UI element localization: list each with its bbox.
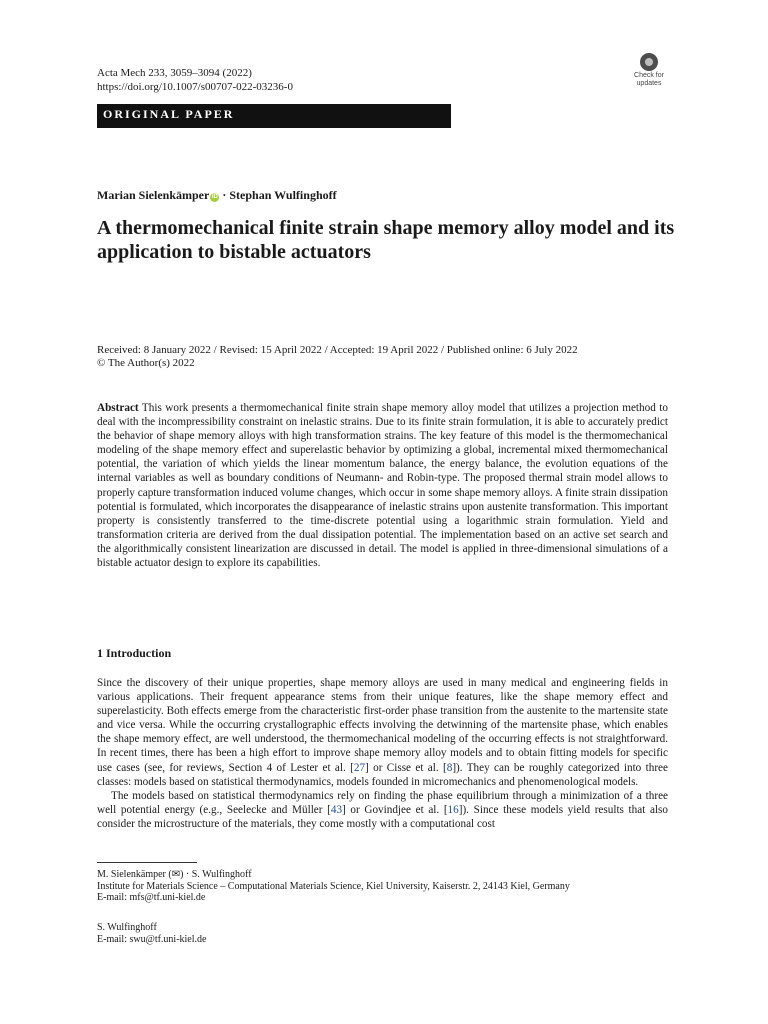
abstract-text: This work presents a thermomechanical finite strain shape memory alloy model that utilizes a projection method to deal with the incompressibility constraint on inelastic strains. Due to its finite strain formulation, it is able to accurately predict the behavior of shape memory alloys with high transformation strains. The key feature of this model is the thermomechanical modeling of the shape memory effect and superelastic behavior by optimizing a global, incremental mixed thermomechanical potential, the variation of which yields the linear momentum balance, the energy balance, the evolution equations of the internal variables as well as boundary conditions of Neumann- and Robin-type. The proposed thermal strain model allows to properly capture transformation induced volume changes, which occur in some shape memory alloys. A finite strain dissipation potential is formulated, which incorporates the disappearance of inelastic strains upon austenite transformation. This important property is consistently transferred to the time-discrete potential using a logarithmic strain formulation. Yield and transformation criteria are derived from the dual dissipation potential. The implementation based on an active set search and the algorithmically consistent linearization are discussed in detail. The model is applied in three-dimensional simulations of a bistable actuator design to explore its capabilities.	[97, 402, 668, 570]
abstract-label: Abstract	[97, 402, 139, 414]
affiliation-names: S. Wulfinghoff	[97, 922, 157, 933]
footnote-divider	[97, 862, 197, 863]
badge-text: Check for updates	[634, 72, 664, 87]
affiliation-institute: Institute for Materials Science – Computational Materials Science, Kiel University, Kaiserstr. 2, 24143 Kiel, Germany	[97, 880, 570, 892]
affiliation-block	[97, 922, 206, 945]
citation-link[interactable]: 43	[330, 803, 343, 816]
paragraph: Since the discovery of their unique properties, shape memory alloys are used in many medical and engineering fields in various applications. Their frequent appearance stems from their unique features, like the shape memory effect and superelasticity. Both effects emerge from the characteristic first-order phase transition from the austenite to the martensite state and vice versa. While the occurring crystallographic effects involving the detwinning of the martensite phase, which enables the shape memory effect, are well understood, the thermomechanical modeling of the occurring effects is not straightforward. In recent times, there has been a high effort to improve shape memory alloy models and to obtain fitting models for specific use cases (see, for reviews, Section 4 of Lester et al. [27] or Cisse et al. [8]). They can be roughly categorized into three classes: models based on statistical thermodynamics, models founded in micromechanics and phenomenological models.	[97, 677, 668, 788]
publication-dates	[97, 344, 578, 370]
update-check-icon	[640, 53, 658, 71]
orcid-icon[interactable]: iD	[211, 194, 218, 200]
author-line	[97, 188, 337, 203]
paper-title: A thermomechanical finite strain shape memory alloy model and its application to bistable actuators	[97, 217, 675, 263]
dates-line: Received: 8 January 2022 / Revised: 15 April 2022 / Accepted: 19 April 2022 / Published online: 6 July 2022	[97, 344, 578, 356]
citation-link[interactable]: 27	[353, 761, 366, 774]
citation-link[interactable]: 8	[446, 761, 453, 774]
article-type-banner: ORIGINAL PAPER	[97, 104, 451, 128]
copyright-line: © The Author(s) 2022	[97, 357, 195, 369]
author-separator: ·	[222, 188, 227, 202]
journal-line: Acta Mech 233, 3059–3094 (2022)	[97, 67, 252, 79]
citation-link[interactable]: 16	[447, 803, 459, 816]
abstract	[97, 401, 668, 570]
affiliation-names: M. Sielenkämper (✉) · S. Wulfinghoff	[97, 869, 252, 880]
email-address[interactable]: E-mail: mfs@tf.uni-kiel.de	[97, 892, 206, 903]
check-for-updates-badge[interactable]	[630, 53, 668, 89]
author-name[interactable]: Stephan Wulfinghoff	[229, 188, 337, 202]
doi-link[interactable]: https://doi.org/10.1007/s00707-022-03236-0	[97, 81, 293, 93]
introduction-body	[97, 676, 668, 831]
email-address[interactable]: E-mail: swu@tf.uni-kiel.de	[97, 933, 207, 945]
paragraph: The models based on statistical thermodynamics rely on finding the phase equilibrium through a minimization of a three well potential energy (e.g., Seelecke and Müller [43] or Govindjee et al. [16]). Since these models yield results that also consider the microstructure of the materials, they come mostly with a computational cost	[97, 789, 668, 830]
section-heading: 1 Introduction	[97, 646, 172, 660]
author-name[interactable]: Marian Sielenkämper	[97, 188, 210, 202]
journal-citation	[97, 66, 293, 94]
affiliation-block	[97, 869, 570, 904]
